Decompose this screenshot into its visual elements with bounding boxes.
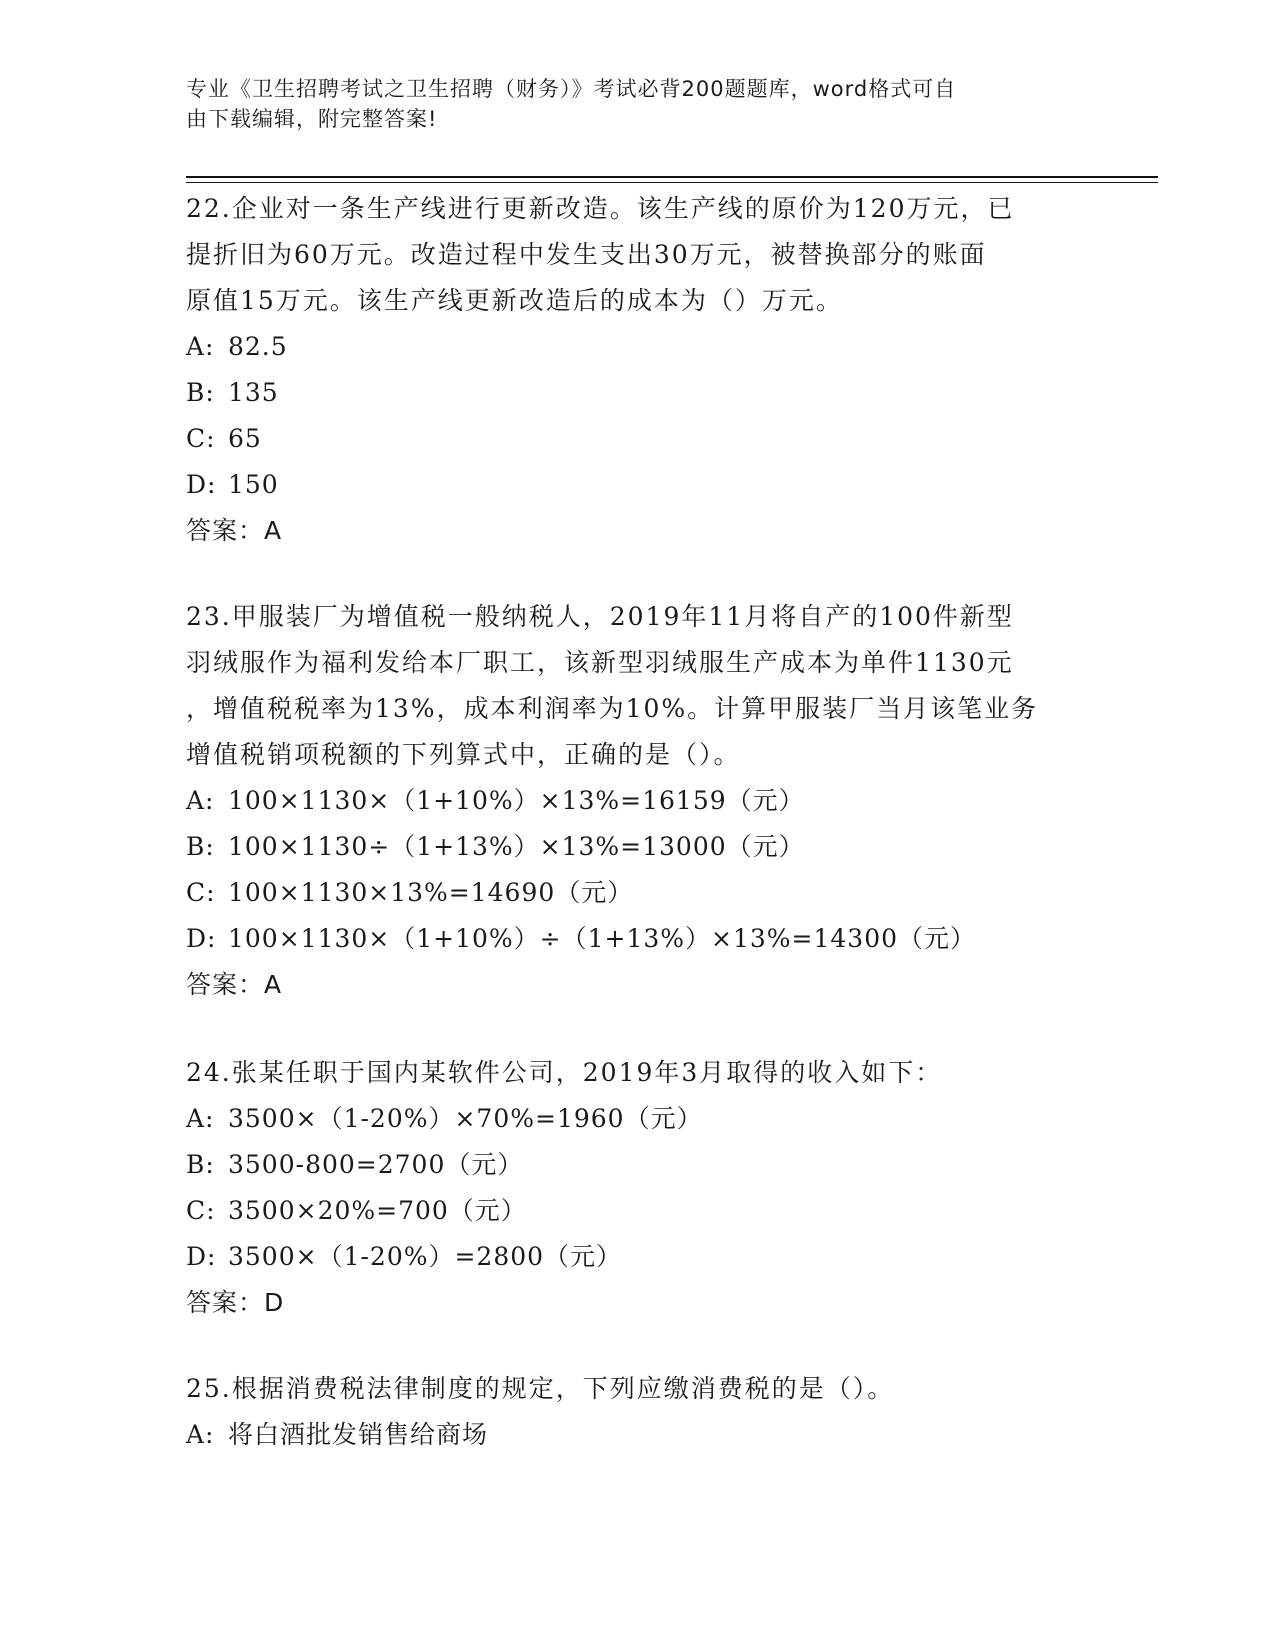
- option-label: A:: [186, 1420, 215, 1449]
- answer-line: 答案：D: [186, 1288, 285, 1317]
- option-label: B:: [186, 832, 215, 861]
- option-label: A:: [186, 332, 215, 361]
- question-25: [186, 1366, 1086, 1458]
- question-23: [186, 594, 1086, 1008]
- header-divider-thick: [186, 176, 1158, 178]
- option-b: [186, 1142, 1086, 1188]
- option-text: 100×1130×（1+10%）÷（1+13%）×13%=14300（元）: [228, 924, 977, 953]
- option-label: D:: [186, 470, 217, 499]
- option-c: [186, 870, 1086, 916]
- question-24: [186, 1050, 1086, 1326]
- option-text: 82.5: [228, 332, 288, 361]
- header-line-1: 专业《卫生招聘考试之卫生招聘（财务）》考试必背200题题库，word格式可自: [186, 77, 957, 101]
- answer-line: 答案：A: [186, 516, 283, 545]
- option-b: [186, 824, 1086, 870]
- question-stem-line: 增值税销项税额的下列算式中，正确的是（）。: [186, 740, 741, 769]
- option-label: C:: [186, 424, 216, 453]
- answer-line: 答案：A: [186, 970, 283, 999]
- option-text: 135: [228, 378, 279, 407]
- option-a: [186, 324, 1086, 370]
- question-stem-line: ，增值税税率为13%，成本利润率为10%。计算甲服装厂当月该笔业务: [186, 694, 1039, 723]
- option-text: 150: [228, 470, 279, 499]
- option-label: B:: [186, 1150, 215, 1179]
- option-a: [186, 1412, 1086, 1458]
- option-text: 3500×20%=700（元）: [228, 1196, 527, 1225]
- question-stem-line: 22.企业对一条生产线进行更新改造。该生产线的原价为120万元，已: [186, 194, 1015, 223]
- option-text: 100×1130×13%=14690（元）: [228, 878, 634, 907]
- option-b: [186, 370, 1086, 416]
- option-label: A:: [186, 1104, 215, 1133]
- option-label: D:: [186, 924, 217, 953]
- option-text: 65: [228, 424, 262, 453]
- option-a: [186, 1096, 1086, 1142]
- question-stem-line: 羽绒服作为福利发给本厂职工，该新型羽绒服生产成本为单件1130元: [186, 648, 1014, 677]
- option-text: 3500×（1-20%）×70%=1960（元）: [228, 1104, 703, 1133]
- option-text: 100×1130×（1+10%）×13%=16159（元）: [228, 786, 805, 815]
- option-c: [186, 416, 1086, 462]
- option-d: [186, 916, 1086, 962]
- option-label: D:: [186, 1242, 217, 1271]
- option-label: C:: [186, 878, 216, 907]
- option-a: [186, 778, 1086, 824]
- option-d: [186, 1234, 1086, 1280]
- question-stem-line: 原值15万元。该生产线更新改造后的成本为（）万元。: [186, 286, 843, 315]
- question-stem-line: 提折旧为60万元。改造过程中发生支出30万元，被替换部分的账面: [186, 240, 987, 269]
- document-header: [186, 74, 1066, 134]
- option-d: [186, 462, 1086, 508]
- option-text: 100×1130÷（1+13%）×13%=13000（元）: [228, 832, 805, 861]
- option-label: A:: [186, 786, 215, 815]
- header-line-2: 由下载编辑，附完整答案!: [186, 107, 438, 131]
- header-divider-thin: [186, 182, 1158, 183]
- option-text: 3500-800=2700（元）: [228, 1150, 524, 1179]
- question-stem-line: 24.张某任职于国内某软件公司，2019年3月取得的收入如下：: [186, 1058, 943, 1087]
- question-stem-line: 25.根据消费税法律制度的规定，下列应缴消费税的是（）。: [186, 1374, 895, 1403]
- option-label: B:: [186, 378, 215, 407]
- option-text: 将白酒批发销售给商场: [228, 1420, 489, 1449]
- option-label: C:: [186, 1196, 216, 1225]
- question-22: [186, 186, 1086, 554]
- option-text: 3500×（1-20%）=2800（元）: [228, 1242, 623, 1271]
- question-stem-line: 23.甲服装厂为增值税一般纳税人，2019年11月将自产的100件新型: [186, 602, 1014, 631]
- option-c: [186, 1188, 1086, 1234]
